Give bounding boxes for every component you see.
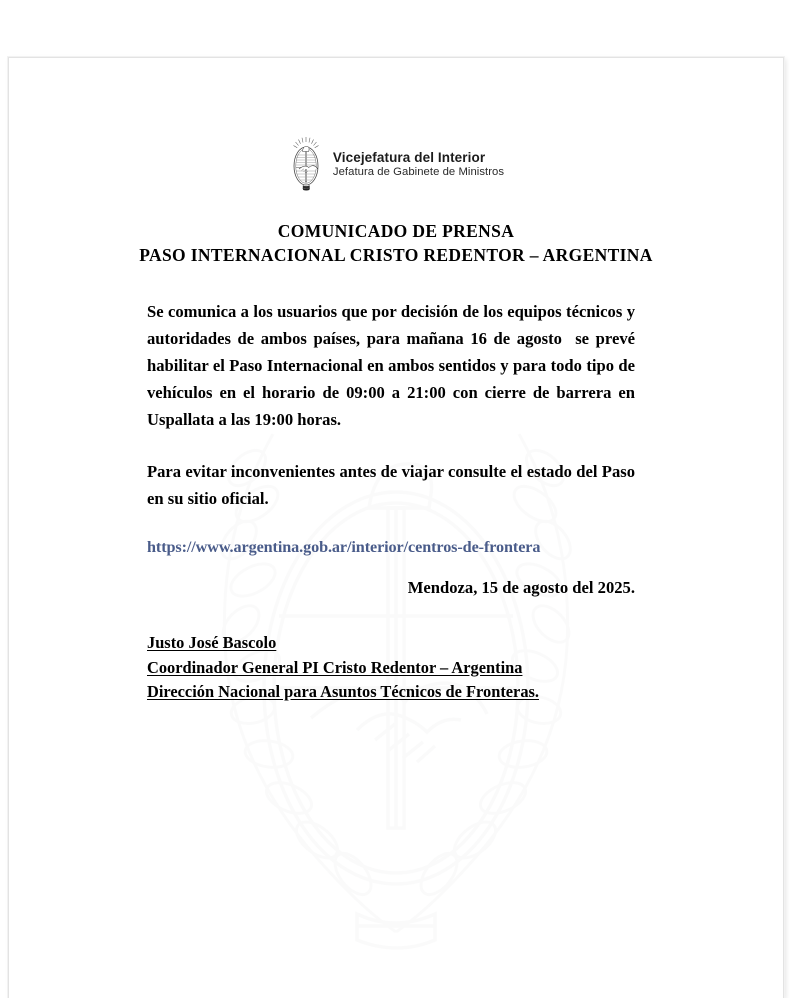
paragraph-announcement: Se comunica a los usuarios que por decisión de los equipos técnicos y autoridades de ambos países, para mañana 16 de agosto se prevé habilitar el Paso Internacional en ambos sentidos y para todo tipo de vehículos en el horario de 09:00 a 21:00 con cierre de barrera en Uspallata a las 19:00 horas. bbox=[147, 302, 640, 429]
argentina-coat-of-arms-icon bbox=[288, 136, 324, 192]
title-line-1: COMUNICADO DE PRENSA bbox=[277, 221, 515, 241]
signature-department: Dirección Nacional para Asuntos Técnicos de Fronteras. bbox=[147, 681, 539, 701]
letterhead-subordinate: Jefatura de Gabinete de Ministros bbox=[332, 165, 505, 178]
page-title bbox=[9, 219, 783, 267]
title-line-2: PASO INTERNACIONAL CRISTO REDENTOR – ARGENTINA bbox=[139, 245, 653, 266]
signature-block bbox=[147, 631, 635, 704]
place-and-date: Mendoza, 15 de agosto del 2025. bbox=[407, 578, 635, 598]
signature-role: Coordinador General PI Cristo Redentor – Argentina bbox=[147, 657, 523, 677]
letterhead-organization: Vicejefatura del Interior bbox=[332, 149, 486, 165]
document-page bbox=[8, 57, 784, 998]
signature-name: Justo José Bascolo bbox=[147, 633, 277, 653]
official-site-link[interactable]: https://www.argentina.gob.ar/interior/centros-de-frontera bbox=[147, 538, 541, 557]
document-content bbox=[9, 136, 783, 704]
document-body bbox=[9, 299, 705, 704]
letterhead bbox=[9, 136, 783, 192]
paragraph-advice: Para evitar inconvenientes antes de viajar consulte el estado del Paso en su sitio oficial. bbox=[147, 461, 640, 508]
letterhead-text bbox=[333, 150, 504, 179]
